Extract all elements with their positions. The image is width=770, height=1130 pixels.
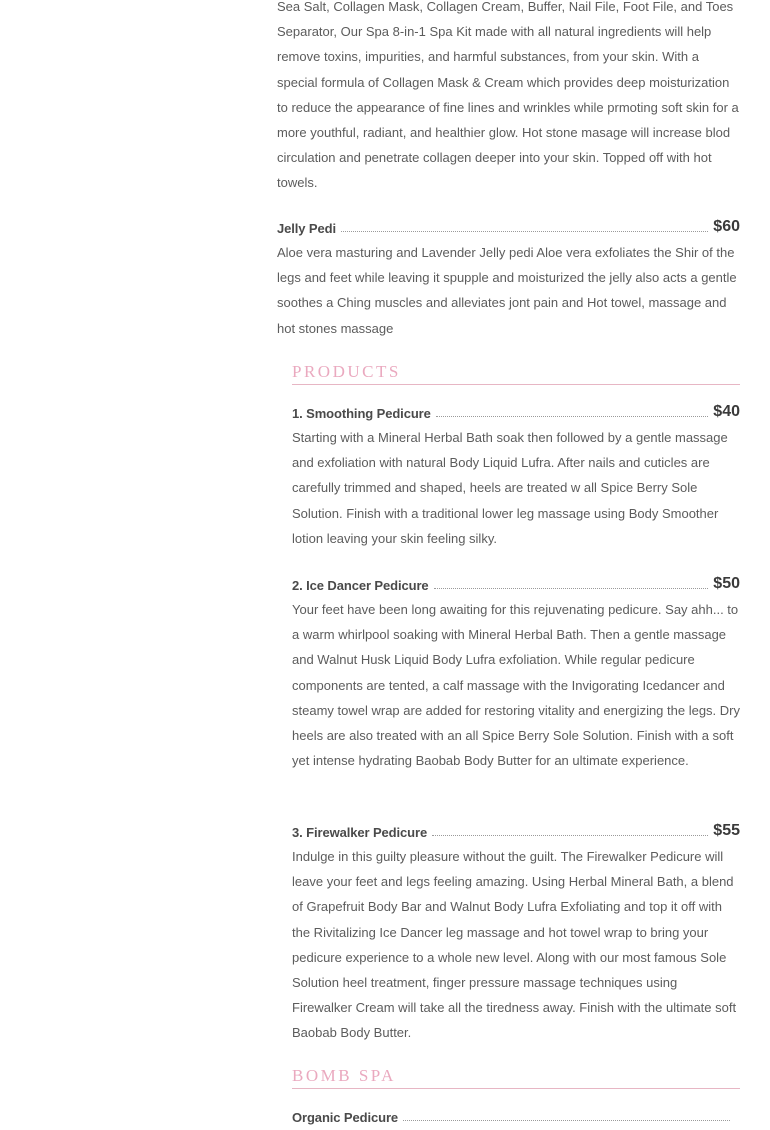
item-header (277, 214, 740, 236)
menu-item-jelly-pedi (277, 214, 740, 341)
item-price: $55 (713, 822, 740, 839)
item-name: 1. Smoothing Pedicure (292, 406, 431, 421)
spa-kit-description: Sea Salt, Collagen Mask, Collagen Cream, Buffer, Nail File, Foot File, and Toes Separator, Our Spa 8-in-1 Spa Kit made with all natural ingredients will help remove toxins, impurities, and harmful substances, from your skin. With a special formula of Collagen Mask & Cream which provides deep moisturization to reduce the appearance of fine lines and wrinkles while prmoting soft skin for a more youthful, radiant, and healthier glow. Hot stone masage will increase blod circulation and penetrate collagen deeper into your skin. Topped off with hot towels. (277, 0, 739, 191)
section-products (292, 361, 740, 385)
dotted-leader (432, 835, 708, 836)
item-name: 3. Firewalker Pedicure (292, 825, 428, 840)
item-header (292, 571, 740, 593)
menu-item-ice-dancer-pedicure (292, 571, 740, 773)
section-title: BOMB SPA (292, 1065, 740, 1089)
item-description: Starting with a Mineral Herbal Bath soak then followed by a gentle massage and exfoliation with natural Body Liquid Lufra. After nails and cuticles are carefully trimmed and shaped, heels are treated w all Spice Berry Sole Solution. Finish with a traditional lower leg massage using Body Smoother lotion leaving your skin feeling silky. (292, 430, 728, 546)
menu-item-firewalker-pedicure (292, 818, 740, 1046)
item-header (292, 399, 740, 421)
item-name: Jelly Pedi (277, 221, 336, 236)
item-price: $60 (713, 218, 740, 235)
item-header (292, 818, 740, 840)
item-name: Organic Pedicure (292, 1110, 399, 1125)
item-description: Indulge in this guilty pleasure without the guilt. The Firewalker Pedicure will leave your feet and legs feeling amazing. Using Herbal Mineral Bath, a blend of Grapefruit Body Bar and Walnut Body Lufra Exfoliating and top it off with the Rivitalizing Ice Dancer leg massage and hot towel wrap to bring your pedicure experience to a whole new level. Along with our most famous Sole Solution heel treatment, finger pressure massage techniques using Firewalker Cream will take all the tiredness away. Finish with the ultimate soft Baobab Body Butter. (292, 849, 737, 1041)
item-name: 2. Ice Dancer Pedicure (292, 578, 429, 593)
section-bomb-spa (292, 1065, 740, 1089)
item-description: Your feet have been long awaiting for this rejuvenating pedicure. Say ahh... to a warm whirlpool soaking with Mineral Herbal Bath. Then a gentle massage and Walnut Husk Liquid Body Lufra exfoliation. While regular pedicure components are tented, a calf massage with the Invigorating Icedancer and steamy towel wrap are added for restoring vitality and energizing the legs. Dry heels are also treated with an all Spice Berry Sole Solution. Finish with a soft yet intense hydrating Baobab Body Butter for an ultimate experience. (292, 602, 740, 769)
item-price: $40 (713, 403, 740, 420)
menu-item-organic-pedicure (292, 1103, 735, 1125)
section-title: PRODUCTS (292, 361, 740, 385)
dotted-leader (436, 416, 709, 417)
item-description: Aloe vera masturing and Lavender Jelly pedi Aloe vera exfoliates the Shir of the legs and feet while leaving it spupple and moisturized the jelly also acts a gentle soothes a Ching muscles and alleviates jont pain and Hot towel, massage and hot stones massage (277, 245, 737, 336)
dotted-leader (434, 588, 709, 589)
dotted-leader (403, 1120, 730, 1121)
dotted-leader (341, 231, 708, 232)
item-header (292, 1103, 735, 1125)
item-price: $50 (713, 575, 740, 592)
menu-item-smoothing-pedicure (292, 399, 740, 551)
